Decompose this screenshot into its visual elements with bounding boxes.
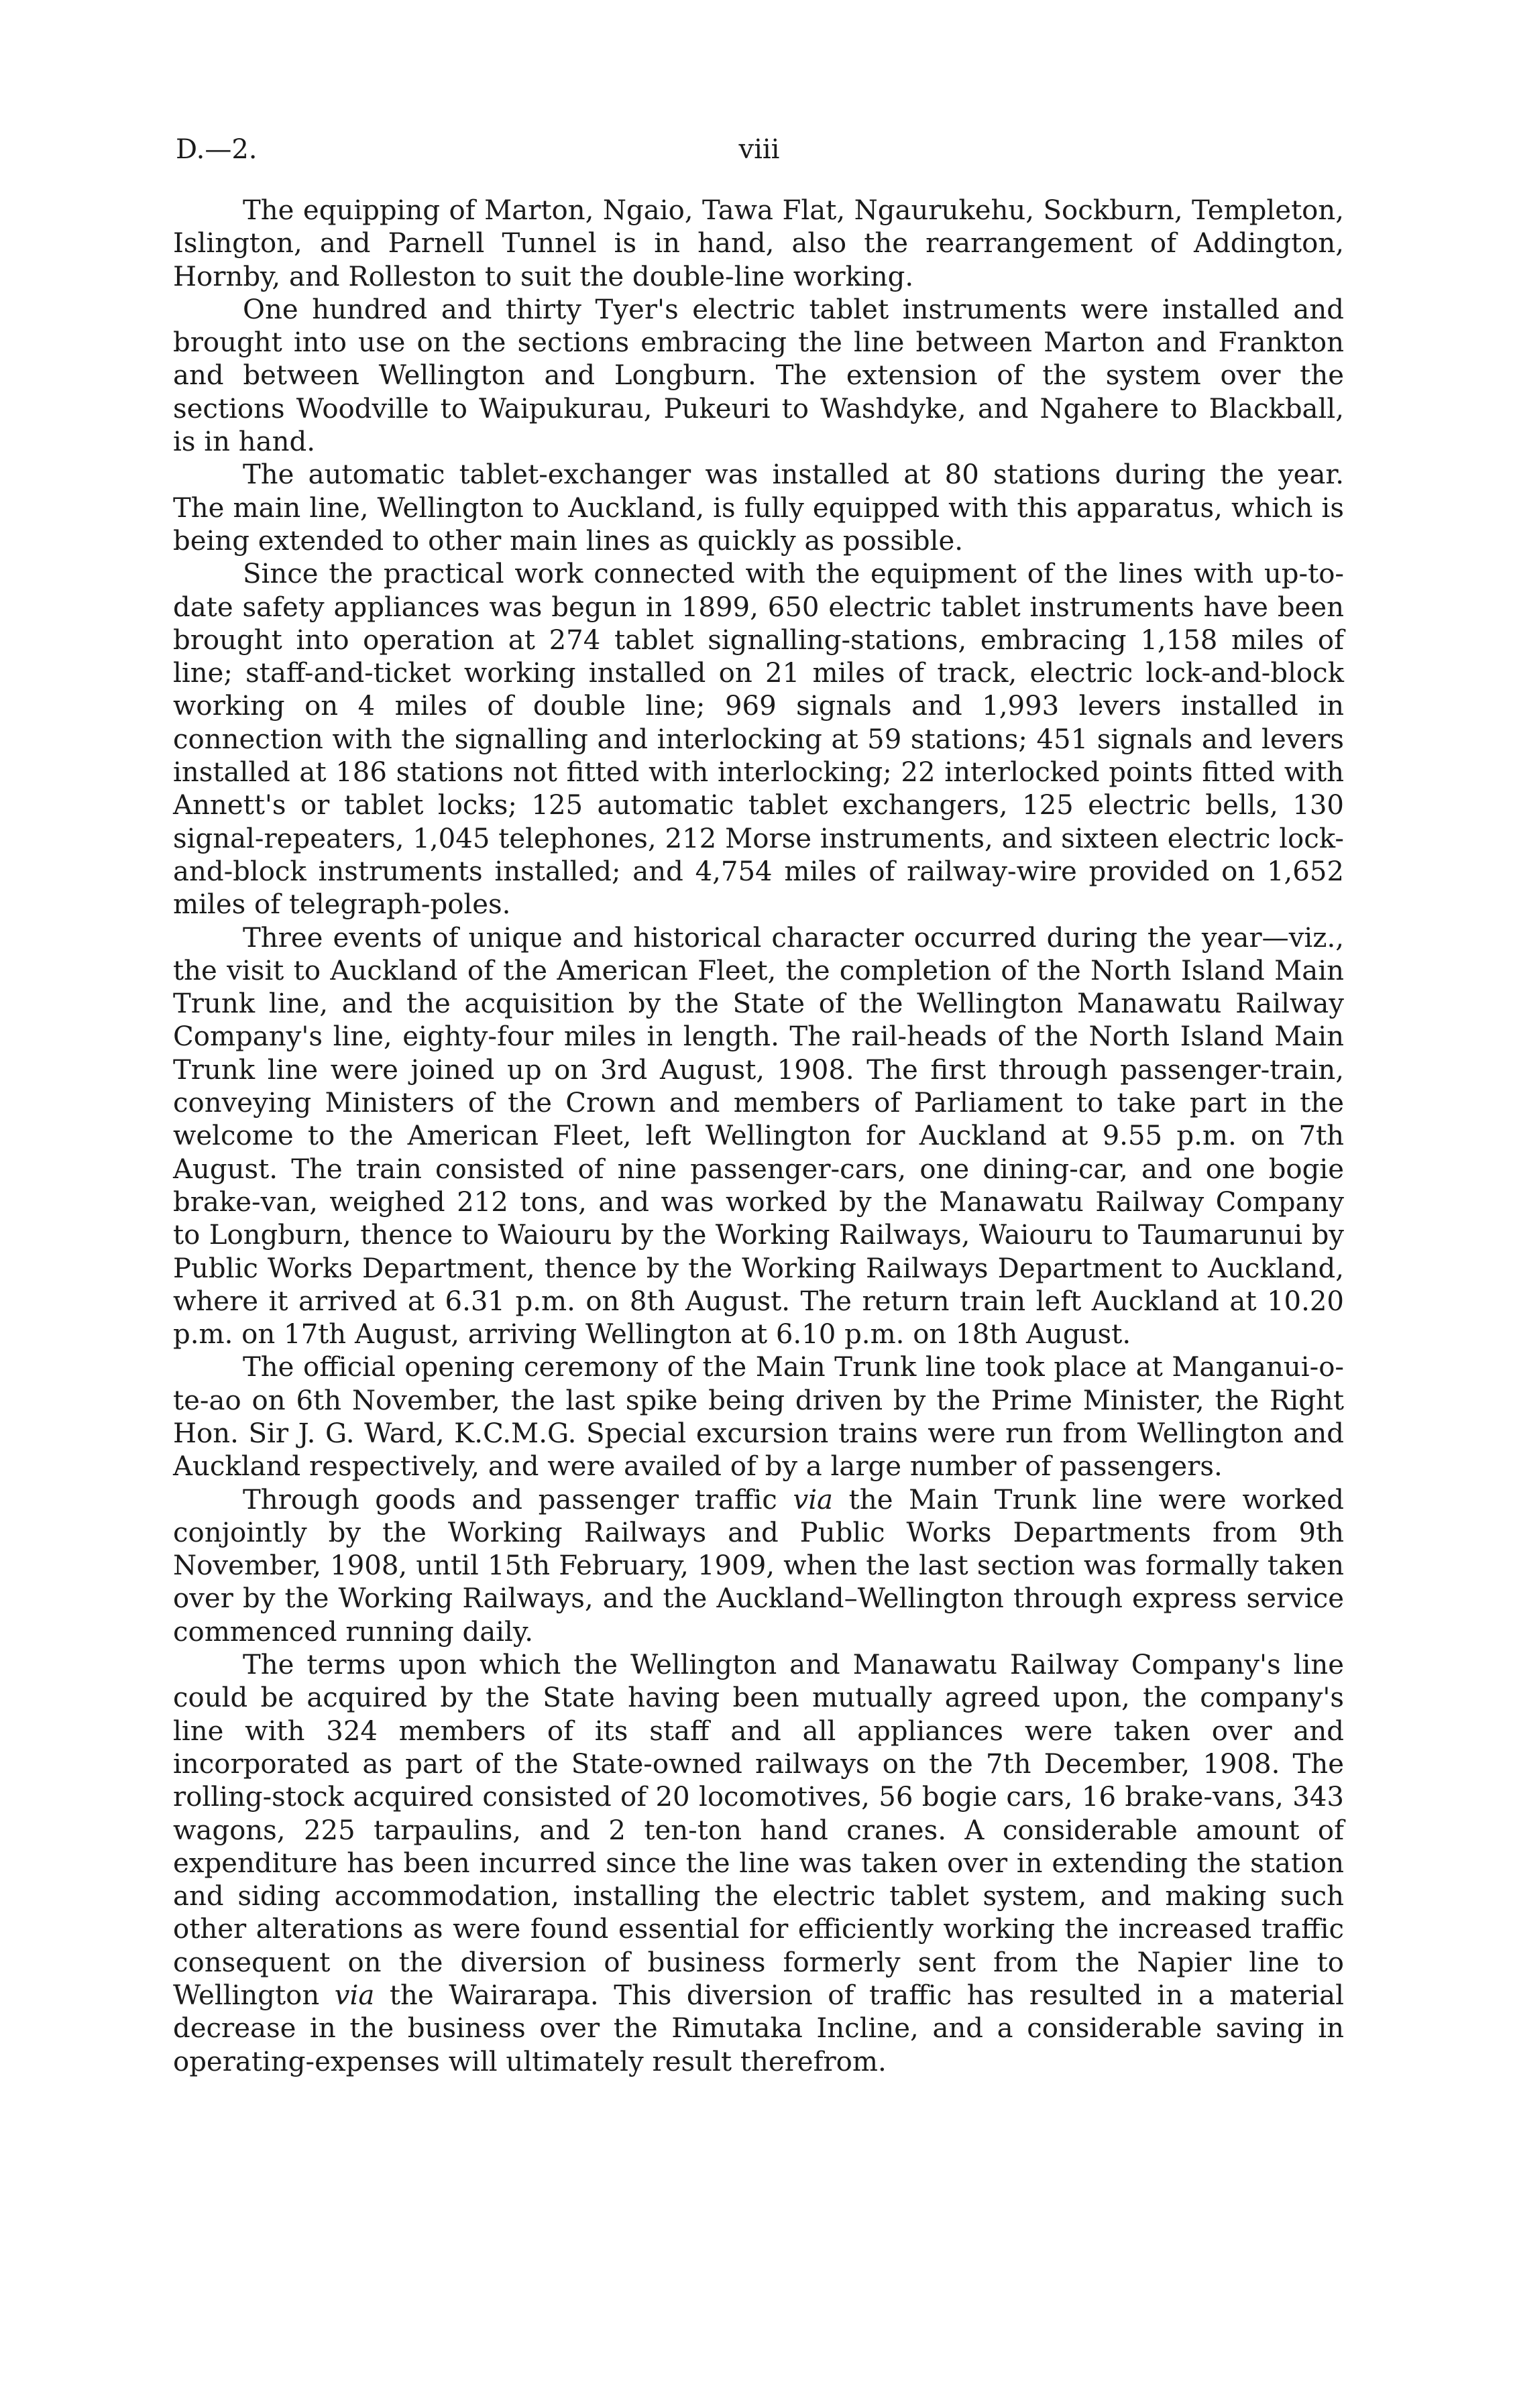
italic-via: via — [334, 1980, 375, 2012]
paragraph-tablet-exchanger: The automatic tablet-exchanger was installed at 80 stations during the year. The main line, Wellington to Auckland, is fully equipped with this apparatus, which is being extended to other main lines as quickly as possible. — [173, 459, 1344, 557]
page-header — [176, 134, 1343, 174]
body-text — [173, 194, 1344, 2079]
paragraph-signalling-stations: The equipping of Marton, Ngaio, Tawa Flat, Ngaurukehu, Sockburn, Templeton, Islington, and Parnell Tunnel is in hand, also the rearrangement of Addington, Hornby, and Rolleston to suit the double-line working. — [173, 195, 1344, 292]
paragraph-through-traffic — [173, 1484, 1344, 1649]
text-segment: the Wairarapa. This diversion of traffic has resulted in a material decrease in the business over the Rimutaka Incline, and a considerable saving in operating-expenses will ultimately result therefrom. — [173, 1980, 1344, 2077]
paragraph-safety-appliances-summary: Since the practical work connected with the equipment of the lines with up-to-date safety appliances was begun in 1899, 650 electric tablet instruments have been brought into operation at 274 tablet signalling-stations, embracing 1,158 miles of line; staff-and-ticket working installed on 21 miles of track, electric lock-and-block working on 4 miles of double line; 969 signals and 1,993 levers installed in connection with the signalling and interlocking at 59 stations; 451 signals and levers installed at 186 stations not fitted with interlocking; 22 interlocked points fitted with Annett's or tablet locks; 125 automatic tablet exchangers, 125 electric bells, 130 signal-repeaters, 1,045 telephones, 212 Morse instruments, and sixteen electric lock-and-block instruments installed; and 4,754 miles of railway-wire provided on 1,652 miles of telegraph-poles. — [173, 559, 1344, 921]
paragraph-manawatu-acquisition — [173, 1649, 1344, 2079]
page-number: viii — [738, 134, 780, 165]
text-segment: the Main Trunk line were worked conjointly by the Working Railways and Public Works Departments from 9th November, 1908, until 15th February, 1909, when the last section was formally taken over by the Working Railways, and the Auckland–Wellington through express service commenced running daily. — [173, 1484, 1344, 1648]
text-segment: Through goods and passenger traffic — [243, 1484, 793, 1515]
document-reference: D.—2. — [176, 134, 258, 165]
paragraph-official-opening: The official opening ceremony of the Main Trunk line took place at Manganui-o-te-ao on 6th November, the last spike being driven by the Prime Minister, the Right Hon. Sir J. G. Ward, K.C.M.G. Special excursion trains were run from Wellington and Auckland respectively, and were availed of by a large number of passengers. — [173, 1352, 1344, 1483]
paragraph-tablet-instruments: One hundred and thirty Tyer's electric tablet instruments were installed and brought into use on the sections embracing the line between Marton and Frankton and between Wellington and Longburn. The extension of the system over the sections Woodville to Waipukurau, Pukeuri to Washdyke, and Ngahere to Blackball, is in hand. — [173, 294, 1344, 458]
italic-via: via — [793, 1484, 834, 1515]
text-segment: The terms upon which the Wellington and Manawatu Railway Company's line could be acquired by the State having been mutually agreed upon, the company's line with 324 members of its staff and all appliances were taken over and incorporated as part of the State-owned railways on the 7th December, 1908. The rolling-stock acquired consisted of 20 locomotives, 56 bogie cars, 16 brake-vans, 343 wagons, 225 tarpaulins, and 2 ten-ton hand cranes. A considerable amount of expenditure has been incurred since the line was taken over in extending the station and siding accommodation, installing the electric tablet system, and making such other alterations as were found essential for efficiently working the increased traffic consequent on the diversion of business formerly sent from the Napier line to Wellington — [173, 1650, 1344, 2012]
paragraph-historical-events: Three events of unique and historical character occurred during the year—viz., the visit to Auckland of the American Fleet, the completion of the North Island Main Trunk line, and the acquisition by the State of the Wellington Manawatu Railway Company's line, eighty-four miles in length. The rail-heads of the North Island Main Trunk line were joined up on 3rd August, 1908. The first through passenger-train, conveying Ministers of the Crown and members of Parliament to take part in the welcome to the American Fleet, left Wellington for Auckland at 9.55 p.m. on 7th August. The train consisted of nine passenger-cars, one dining-car, and one bogie brake-van, weighed 212 tons, and was worked by the Manawatu Railway Company to Longburn, thence to Waiouru by the Working Railways, Waiouru to Taumarunui by Public Works Department, thence by the Working Railways Department to Auckland, where it arrived at 6.31 p.m. on 8th August. The return train left Auckland at 10.20 p.m. on 17th August, arriving Wellington at 6.10 p.m. on 18th August. — [173, 922, 1344, 1351]
